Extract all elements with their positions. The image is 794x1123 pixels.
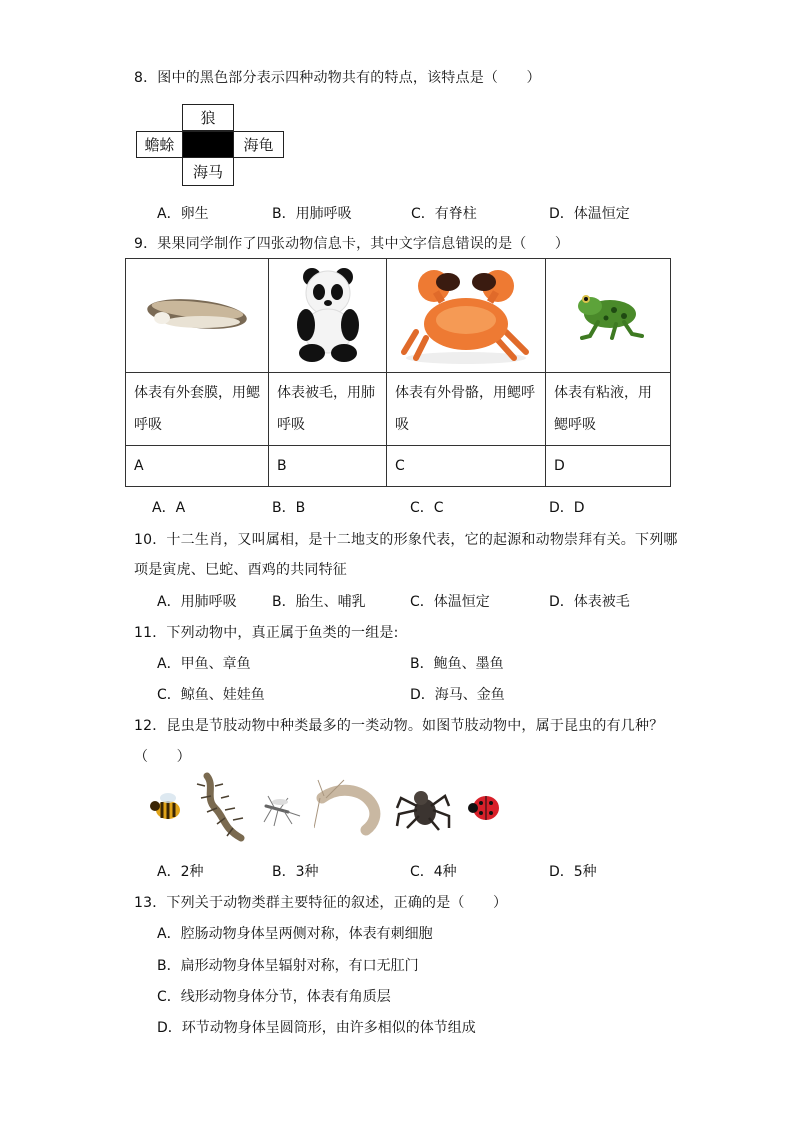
q9-card-label-c: C	[387, 446, 546, 487]
q9-card-label-d: D	[546, 446, 671, 487]
q9-card-desc-b: 体表被毛，用肺呼吸	[269, 373, 387, 446]
q8-cell-center	[182, 131, 234, 158]
q10-option-a[interactable]: A．用肺呼吸	[157, 594, 237, 610]
q9-card-desc-a: 体表有外套膜，用鳃呼吸	[126, 373, 269, 446]
q9-card-label-a: A	[126, 446, 269, 487]
razor-clam-icon	[142, 284, 252, 344]
q11-option-b[interactable]: B．鲍鱼、墨鱼	[410, 656, 504, 672]
q10-stem-line1: 10．十二生肖，又叫属相，是十二地支的形象代表，它的起源和动物崇拜有关。下列哪	[134, 532, 678, 548]
q9-option-d[interactable]: D．D	[549, 500, 585, 516]
q9-card-image-c	[387, 259, 546, 373]
q12-stem-line2: （ ）	[134, 749, 191, 765]
q10-stem-line2: 项是寅虎、巳蛇、酉鸡的共同特征	[134, 562, 347, 578]
q8-option-a[interactable]: A．卵生	[157, 206, 209, 222]
q9-card-image-a	[126, 259, 269, 373]
crab-icon	[396, 262, 536, 366]
q9-option-c[interactable]: C．C	[410, 500, 444, 516]
q9-card-label-b: B	[269, 446, 387, 487]
q11-option-c[interactable]: C．鲸鱼、娃娃鱼	[157, 687, 265, 703]
q10-option-b[interactable]: B．胎生、哺乳	[272, 594, 366, 610]
q11-option-a[interactable]: A．甲鱼、章鱼	[157, 656, 251, 672]
q12-option-a[interactable]: A．2种	[157, 864, 204, 880]
centipede-icon	[195, 772, 251, 844]
q10-option-c[interactable]: C．体温恒定	[410, 594, 490, 610]
shrimp-icon	[314, 778, 388, 836]
q8-cell-bottom: 海马	[182, 157, 234, 186]
q13-option-c[interactable]: C．线形动物身体分节，体表有角质层	[157, 989, 391, 1005]
q8-cross-diagram	[136, 104, 286, 186]
q9-card-desc-d: 体表有粘液，用鳃呼吸	[546, 373, 671, 446]
mosquito-icon	[258, 792, 302, 828]
q12-option-d[interactable]: D．5种	[549, 864, 597, 880]
spider-icon	[395, 782, 451, 834]
q11-option-d[interactable]: D．海马、金鱼	[410, 687, 505, 703]
q8-option-d[interactable]: D．体温恒定	[549, 206, 630, 222]
q8-cell-left: 蟾蜍	[136, 131, 183, 158]
q8-option-c[interactable]: C．有脊柱	[411, 206, 477, 222]
q9-card-table	[125, 258, 671, 487]
q8-cell-top: 狼	[182, 104, 234, 131]
q9-option-a[interactable]: A．A	[152, 500, 186, 516]
q8-cell-right: 海龟	[233, 131, 284, 158]
frog-icon	[568, 284, 648, 344]
q9-card-image-d	[546, 259, 671, 373]
q12-option-c[interactable]: C．4种	[410, 864, 457, 880]
bee-icon	[146, 786, 186, 826]
q9-option-b[interactable]: B．B	[272, 500, 306, 516]
q10-option-d[interactable]: D．体表被毛	[549, 594, 630, 610]
q12-animal-images	[140, 772, 520, 846]
q8-stem: 8．图中的黑色部分表示四种动物共有的特点，该特点是（ ）	[134, 70, 541, 86]
q11-stem: 11．下列动物中，真正属于鱼类的一组是:	[134, 625, 399, 641]
ladybug-icon	[466, 792, 504, 824]
q9-stem: 9．果果同学制作了四张动物信息卡，其中文字信息错误的是（ ）	[134, 236, 570, 252]
q13-stem: 13．下列关于动物类群主要特征的叙述，正确的是（ ）	[134, 895, 508, 911]
q12-stem-line1: 12．昆虫是节肢动物中种类最多的一类动物。如图节肢动物中，属于昆虫的有几种？	[134, 718, 664, 734]
q9-card-desc-c: 体表有外骨骼，用鳃呼吸	[387, 373, 546, 446]
q13-option-b[interactable]: B．扁形动物身体呈辐射对称，有口无肛门	[157, 958, 419, 974]
q13-option-d[interactable]: D．环节动物身体呈圆筒形，由许多相似的体节组成	[157, 1020, 476, 1036]
q9-card-image-b	[269, 259, 387, 373]
panda-icon	[288, 265, 368, 363]
q8-option-b[interactable]: B．用肺呼吸	[272, 206, 352, 222]
q13-option-a[interactable]: A．腔肠动物身体呈两侧对称，体表有刺细胞	[157, 926, 433, 942]
q12-option-b[interactable]: B．3种	[272, 864, 319, 880]
